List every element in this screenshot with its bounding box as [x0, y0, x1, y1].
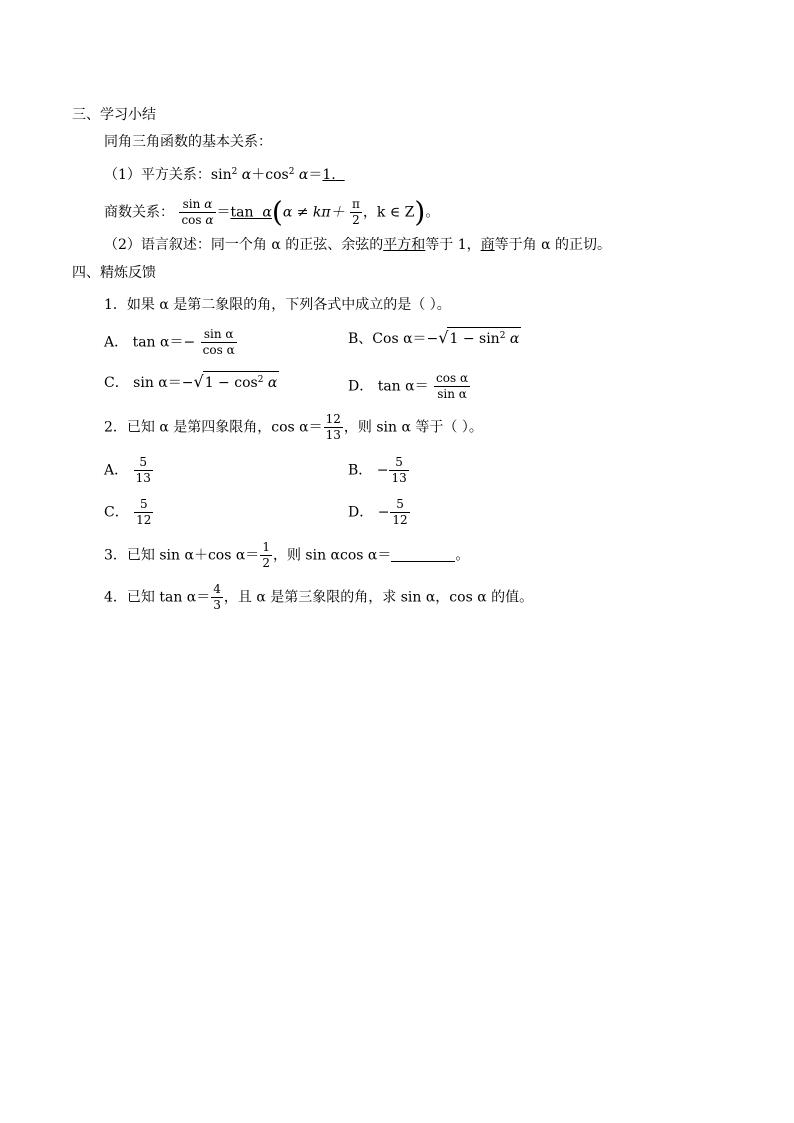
answer-blank[interactable]	[391, 547, 455, 562]
alpha-symbol: α	[241, 167, 252, 183]
right-paren: )	[414, 195, 426, 229]
square-relation	[104, 163, 345, 184]
question-4: 4．已知 tan α＝ $\frac{4}{3}$ ，且 α 是第三象限的角，求 sin α，cos α 的值。	[104, 582, 534, 612]
verbal-statement: （2）语言叙述：同一个角 α 的正弦、余弦的平方和等于 1，商等于角 α 的正切。	[104, 237, 611, 253]
pi-over-two-fraction: $\frac{\pi}{2}$	[352, 197, 360, 227]
question-1-stem: 1．如果 α 是第二象限的角，下列各式中成立的是（ ）。	[104, 297, 451, 313]
quotient-relation: 商数关系： $\frac{\text{sin α}}{\text{cos α}}$ ＝tan α(α ≠ kπ＋ $\frac{\pi}{2}$ ，k ∈ Z)。	[104, 195, 440, 229]
square-relation-label: （1）平方关系：	[104, 167, 211, 183]
cos-text: cos	[265, 167, 289, 183]
underlined-square-sum: 平方和	[383, 237, 426, 253]
condition: α ≠ kπ＋	[282, 204, 345, 221]
question-3: 3．已知 sin α＋cos α＝ $\frac{1}{2}$ ，则 sin αcos α＝ 。	[104, 540, 470, 570]
q2-option-b: B． − $\frac{5}{13}$	[348, 455, 407, 485]
q2-option-a: A． $\frac{5}{13}$	[104, 455, 151, 485]
condition-tail: ，k ∈ Z	[362, 204, 415, 221]
q1-option-d: D． tan α＝ $\frac{\text{cos α}}{\text{sin α}}$	[348, 371, 469, 401]
plus-sign: ＋	[251, 167, 266, 183]
sin-text: sin	[210, 167, 232, 183]
equals-sign: ＝	[308, 167, 323, 183]
quotient-answer: tan α	[230, 204, 272, 221]
q2-option-d: D． − $\frac{5}{12}$	[348, 497, 408, 527]
left-paren: (	[271, 195, 283, 229]
exponent: 2	[231, 167, 238, 177]
square-relation-answer: 1.	[322, 167, 336, 183]
q1-option-a: A． tan α＝− $\frac{\text{sin α}}{\text{cos α}}$	[104, 327, 235, 357]
exponent: 2	[288, 167, 295, 177]
alpha-symbol: α	[298, 167, 309, 183]
q2-option-c: C． $\frac{5}{12}$	[104, 497, 152, 527]
section-3-heading: 三、学习小结	[72, 107, 156, 123]
question-2-stem: 2．已知 α 是第四象限角，cos α＝ $\frac{12}{13}$ ，则 sin α 等于（ ）。	[104, 412, 483, 442]
underlined-quotient: 商	[480, 237, 495, 253]
q1-option-b: B、Cos $\alpha=-√1 - \sin^2 \alpha$	[348, 328, 520, 347]
sin-over-cos-fraction: $\frac{\text{sin α}}{\text{cos α}}$	[181, 197, 214, 227]
q1-option-c: C． $\sin \alpha=-√1 - \cos^2 \alpha$	[104, 372, 278, 391]
section-4-heading: 四、精炼反馈	[72, 265, 156, 281]
section-3-intro: 同角三角函数的基本关系：	[104, 134, 272, 150]
quotient-label: 商数关系：	[104, 204, 174, 221]
